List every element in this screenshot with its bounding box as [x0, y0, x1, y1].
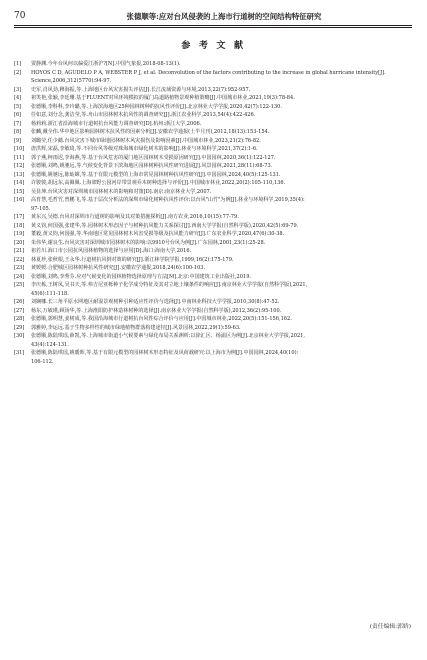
header-rule-thick [14, 25, 412, 26]
reference-item [14, 128, 412, 137]
reference-item [14, 94, 412, 103]
reference-number: [7] [14, 120, 22, 127]
reference-number: [4] [14, 95, 22, 101]
reference-number: [5] [14, 103, 22, 110]
reference-text: 唐洪辉,宋磊,李敏琦,等.不同台风等级对珠海城市绿化树木的影响[J].林业与环境科学,2021,37(2):1-6. [31, 146, 258, 152]
header-rule-thin [14, 27, 412, 28]
reference-number: [23] [14, 265, 25, 271]
reference-text: 任如意,刘分念,龚洁莹,等.舟山市园林树木抗风性的调查研究[J].浙江农业科学,2013,54(4):422-426. [31, 112, 256, 118]
reference-text: 张德顺,陈陆琪瑶,姚暖晖,等.基于有限元模型的园林树木形态特征及风荷载研究:以上海市为例[J].中国园林,2024,40(10): 106-112. [31, 350, 299, 365]
reference-text: 张麟,戴全伟.华中地区影响园林树木抗风性的因素分析[J].安徽农学通报(上半月刊),2012,18(13):153-154. [31, 129, 270, 135]
reference-number: [25] [14, 282, 25, 288]
reference-number: [28] [14, 316, 25, 322]
reference-text: 史军,肖风劲,穆海振,等.上海地区台风灾害损失评估[J].长江流域资源与环境,2013,22(7):952-957. [31, 86, 251, 93]
reference-number: [20] [14, 239, 25, 246]
reference-item [14, 213, 412, 222]
reference-text: 祖若川.海口市公园抗风园林植物的选择与应用[D].海口:海南大学,2016. [31, 248, 192, 254]
reference-text: 张德顺,李科科,李玲璐,等.上海滨海地区25种园林树种的抗风性评价[J].北京林业大学学报,2020,42(7):122-130. [31, 103, 282, 110]
reference-item [14, 256, 412, 265]
reference-item [14, 86, 412, 95]
reference-item [14, 154, 412, 163]
reference-number: [27] [14, 307, 25, 314]
reference-text: 刘璐莹,任少懿.台风灾害下城市绿地园林树木风灾损伤及影响因素[J].中国城市林业,2023,21(2):76-82. [31, 137, 261, 144]
reference-item [14, 103, 412, 112]
reference-item [14, 264, 412, 273]
reference-item [14, 69, 412, 86]
reference-text: 张德顺,郭明慧,姜树成,等.我国沿海城市行道树抗台风性综合评价与应用[J].中国城市林业,2022,20(5):151-156,162. [31, 316, 292, 322]
reference-text: 张德顺,姚驰远,陈灿嫦,等.基于有限元模型的上海市常见园林树种抗风性研究[J].中国园林,2024,40(5):125-131. [31, 171, 281, 178]
reference-text: 李庆栋,王树凤,吴书天,等.弗吉尼亚栎种子化学成分特征及其对立地土壤条件的响应[J].南京林业大学学报(自然科学版),2021, 45(6):111-118. [31, 282, 308, 297]
reference-text: 朱伟华,谢良生.台风灾害对深圳城市园林树木的影响:以9910号台风为例[J].广东园林,2001,23(1):25-28. [31, 239, 266, 246]
reference-number: [3] [14, 86, 22, 93]
reference-number: [26] [14, 299, 25, 305]
running-title: 张德顺等:应对台风侵袭的上海市行道树的空间结构特征研究 [126, 12, 322, 21]
reference-item [14, 60, 412, 69]
reference-item [14, 349, 412, 366]
reference-item [14, 230, 412, 239]
references-heading: 参 考 文 献 [181, 41, 246, 51]
reference-text: 杨莉莉.浙江省沿海城市行道树抗台风能力调查研究[D].杭州:浙江大学,2006. [31, 120, 202, 127]
reference-text: 吴显坤.台风灾害对深圳城市园林树木的影响和对策[D].南京:南京林业大学,2007. [31, 188, 212, 195]
page-number: 70 [14, 11, 26, 21]
reference-list [14, 60, 412, 366]
reference-number: [19] [14, 231, 25, 237]
reference-item [14, 298, 412, 307]
reference-number: [2] [14, 69, 22, 76]
reference-item [14, 324, 412, 333]
reference-number: [31] [14, 350, 25, 356]
reference-number: [29] [14, 324, 25, 331]
reference-item [14, 247, 412, 256]
reference-number: [16] [14, 197, 25, 203]
reference-item [14, 222, 412, 231]
reference-item [14, 196, 412, 213]
reference-number: [22] [14, 256, 25, 263]
reference-text: 高育慧,毛哲竹,曾鹏飞,等.基于层次分析法的深圳市绿化树种抗风性评价:以台风"山竹"为例[J].林业与环境科学,2019,35(4): 97-105. [31, 197, 305, 212]
reference-text: 张德顺,刘鸣,姚驰远,等.气候变化背景下滨海地区园林树种抗风性研究进展[J].风景园林,2021,28(11):68-73. [31, 163, 273, 169]
reference-text: 林夏珍,张秋根,王永华.行道树抗风倒对策的研究[J].浙江林学院学报,1999,16(2):175-179. [31, 256, 234, 263]
reference-item [14, 239, 412, 248]
reference-text: 许骏骏,胡远东,高佩佩.上海郊野公园河岸带景观乔木树种选择与评价[J].中国城市林业,2022,20(2):105-110,136. [31, 180, 286, 186]
reference-item [14, 111, 412, 120]
reference-item [14, 188, 412, 197]
reference-number: [15] [14, 188, 25, 195]
reference-number: [1] [14, 61, 22, 67]
reference-text: 杨东,万敏瑾,顾汤华,等.上海淮阳防护林造林树种的选择[J].南京林业大学学报(自然科学版),2012,36(2):95-100. [31, 307, 282, 314]
reference-number: [14] [14, 180, 25, 186]
reference-item [14, 145, 412, 154]
reference-item [14, 162, 412, 171]
reference-text: 贾静渊.今年台风何以偏爱江浙沪?[N].中国气象报,2018-08-13(1). [31, 61, 181, 67]
reference-number: [6] [14, 112, 22, 118]
reference-text: 董毅,黄义钧,何国强,等.华南地区常见园林树木风害受损等级及抗风能力研究[J].广东农业科学,2020,47(6):30-38. [31, 231, 285, 237]
reference-number: [30] [14, 333, 25, 339]
reference-number: [18] [14, 222, 25, 229]
reference-text: HOYOS C D, AGUDELO P A, WEBSTER P J, et al. Deconvolution of the factors contributing to the increase in global hurricane intensity[J]. Science,2006,312(5770):94-97. [31, 69, 386, 84]
reference-text: 张德顺,陈陆琪瑶,薛凯,等.上海城市街道小气候要素与绿化布局关系测析:以徐汇区、杨浦区为例[J].北京林业大学学报,2021, 43(4):124-131. [31, 333, 305, 348]
reference-item [14, 179, 412, 188]
reference-text: 郭子燕,柯雨迟,李海燕,等.基于台风危害的厦门地区园林树木受损原因研究[J].中国园林,2020,36(1):122-127. [31, 154, 276, 161]
reference-number: [24] [14, 273, 25, 280]
reference-number: [9] [14, 137, 22, 144]
page-header [14, 11, 412, 23]
reference-number: [21] [14, 248, 25, 254]
reference-text: 黄东兴,吴德.台风对深圳市行道树的影响及其对策措施探析[J].南方农业,2016,10(15):77-79. [31, 214, 239, 220]
reference-number: [13] [14, 171, 25, 178]
reference-number: [10] [14, 146, 25, 152]
reference-item [14, 307, 412, 316]
reference-item [14, 332, 412, 349]
reference-item [14, 120, 412, 129]
reference-number: [12] [14, 163, 25, 169]
reference-item [14, 137, 412, 146]
editor-note: (责任编辑:郭娇) [369, 624, 411, 630]
reference-text: 郭雅婷,李运远.基于生物多样性的城市绿地植物群落构建途径[J].风景园林,2022,29(1):59-63. [31, 324, 241, 331]
reference-text: 祖笑艳,张颖,李廷珊.基于FLUENT对风环境模拟的厦门岛道路植物景观种植策略[J].中国城市林业,2021,19(3):78-84. [31, 95, 295, 101]
reference-number: [8] [14, 129, 22, 135]
reference-text: 刘娴娜.长三角平原水网地区耐湿景观树种引种适应性评价与选择[J].中南林业科技大学学报,2010,30(8):47-52. [31, 299, 280, 305]
reference-text: 黄媛媛.合肥城区园林树种抗风性研究[J].安徽农学通报,2018,24(6):100-103. [31, 265, 206, 271]
reference-number: [11] [14, 154, 25, 161]
reference-item [14, 171, 412, 180]
reference-item [14, 281, 412, 298]
reference-text: 张德顺,刘鸣,李秀芬.应对气候变化的园林植物选择原理与方法[M].北京:中国建筑工业出版社,2019. [31, 273, 252, 280]
reference-text: 黄义钧,何国强,张建华,等.园林树木形态因子与树种抗风能力关系探讨[J].西南大学学报(自然科学版),2020,42(5):69-79. [31, 222, 299, 229]
reference-item [14, 315, 412, 324]
reference-item [14, 273, 412, 282]
reference-number: [17] [14, 214, 25, 220]
